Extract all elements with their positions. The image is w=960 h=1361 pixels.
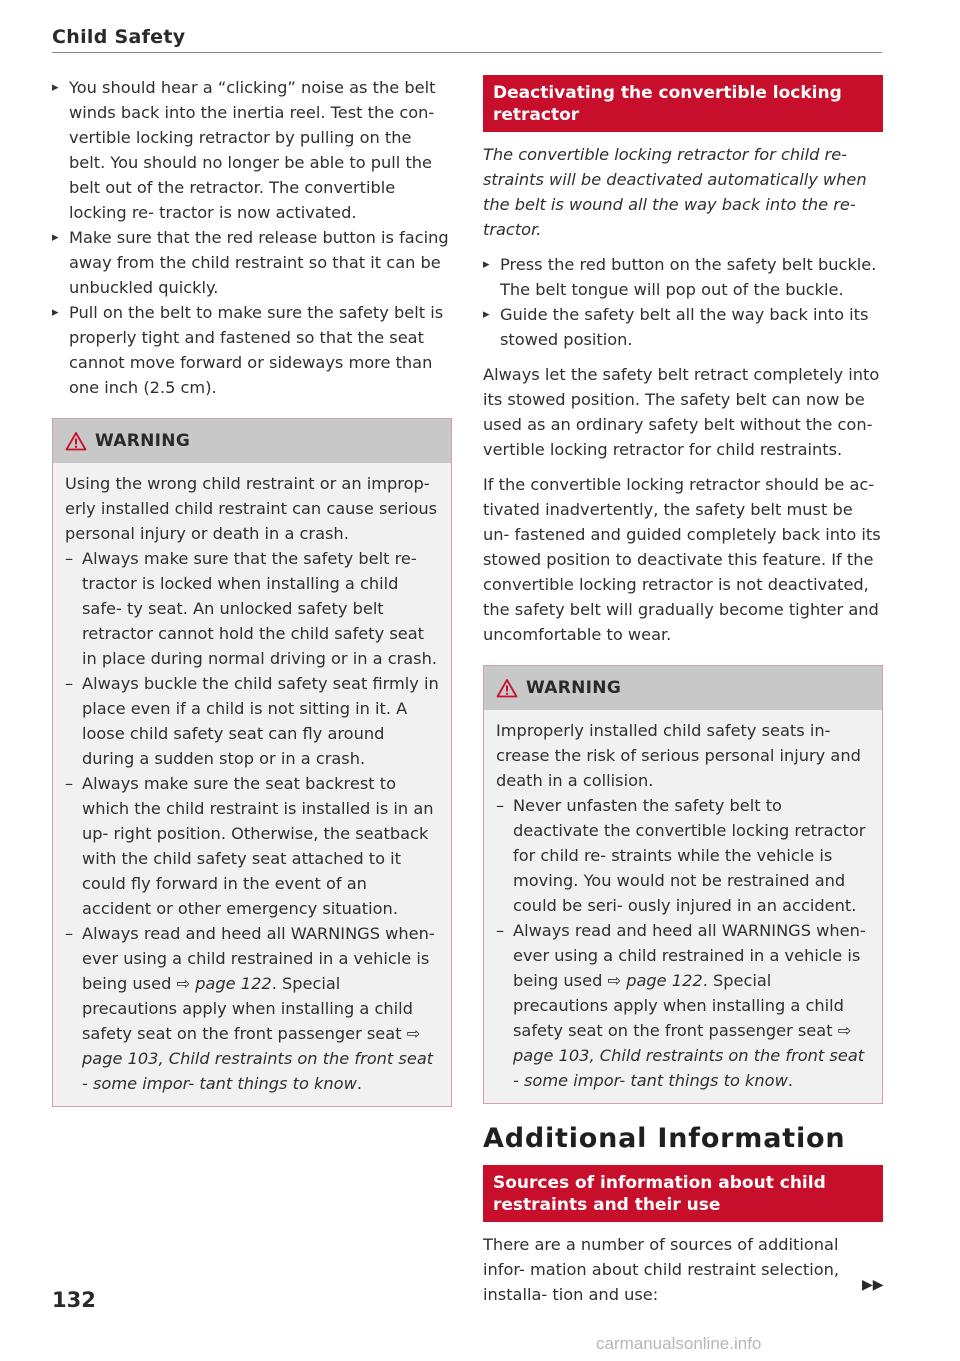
warning-intro: Improperly installed child safety seats in- crease the risk of serious personal injury and death in a collision. [496,721,861,790]
page-reference-link[interactable]: ⇨ page 103, Child restraints on the front seat - some impor- tant things to know [513,1021,865,1090]
continue-arrow-icon: ▶▶ [862,1277,884,1293]
warning-item-text: Always read and heed all WARNINGS when- ever using a child restrained in a vehicle is being used [513,921,866,990]
section-heading: Sources of information about child restraints and their use [483,1165,883,1222]
page-reference-link[interactable]: ⇨ page 103, Child restraints on the front seat - some impor- tant things to know [82,1024,434,1093]
warning-item: – Never unfasten the safety belt to deactivate the convertible locking retractor for child re- straints while the vehicle is moving. You would not be restrained and could be seri- ously injured in an accident. [496,793,870,918]
page-header-title: Child Safety [52,26,186,48]
warning-item: – Always buckle the child safety seat firmly in place even if a child is not sitting in it. A loose child safety seat can fly around during a sudden stop or in a crash. [65,671,439,771]
instruction-bullet: ▸ You should hear a “clicking” noise as the belt winds back into the inertia reel. Test the con- vertible locking retractor by pulling on the belt. You should no longer be able to pull the belt out of the retractor. The convertible locking re- tractor is now activated. [52,75,452,225]
right-column [483,75,883,1307]
page-number: 132 [52,1288,96,1312]
warning-item-text: . Special precautions apply when installing a child safety seat on the front passenger seat [513,971,844,1040]
body-paragraph: There are a number of sources of additional infor- mation about child restraint selection, installa- tion and use: [483,1235,839,1304]
warning-item: – Always make sure the seat backrest to which the child restraint is installed is in an up- right position. Otherwise, the seatback with the child safety seat attached to it could fly forward in the event of an accident or other emergency situation. [65,771,439,921]
warning-item: – Always make sure that the safety belt re- tractor is locked when installing a child safe- ty seat. An unlocked safety belt retractor cannot hold the child safety seat in place during normal driving or in a crash. [65,546,439,671]
warning-item-text: Always read and heed all WARNINGS when- ever using a child restrained in a vehicle is being used [82,924,435,993]
warning-box [52,418,452,1107]
warning-box [483,665,883,1104]
watermark: carmanualsonline.info [596,1334,762,1353]
warning-triangle-icon [496,678,518,698]
warning-header [53,419,451,463]
body-paragraph: If the convertible locking retractor should be ac- tivated inadvertently, the safety belt must be un- fastened and guided completely back into its stowed position to deactivate this feature. If the convertible locking retractor is not deactivated, the safety belt will gradually become tighter and uncomfortable to wear. [483,475,881,644]
warning-body [484,710,882,1103]
warning-title: WARNING [95,430,191,451]
instruction-bullet: ▸ Guide the safety belt all the way back into its stowed position. [483,302,883,352]
section-intro: The convertible locking retractor for child re- straints will be deactivated automatically when the belt is wound all the way back into the re- tractor. [483,145,867,239]
page-reference-link[interactable]: ⇨ page 122 [176,974,272,993]
warning-header [484,666,882,710]
chapter-heading: Additional Information [483,1123,846,1154]
warning-item [496,918,870,1093]
instruction-bullet: ▸ Make sure that the red release button is facing away from the child restraint so that it can be unbuckled quickly. [52,225,452,300]
body-paragraph: Always let the safety belt retract completely into its stowed position. The safety belt can now be used as an ordinary safety belt without the con- vertible locking retractor for child restraints. [483,365,880,459]
warning-intro: Using the wrong child restraint or an improp- erly installed child restraint can cause serious personal injury or death in a crash. [65,474,438,543]
instruction-bullet: ▸ Pull on the belt to make sure the safety belt is properly tight and fastened so that the seat cannot move forward or sideways more than one inch (2.5 cm). [52,300,452,400]
warning-title: WARNING [526,677,622,698]
warning-item-text: . [787,1071,793,1090]
header-divider [52,52,882,53]
warning-triangle-icon [65,431,87,451]
warning-item-text: . [356,1074,362,1093]
left-column [52,75,452,1107]
warning-item [65,921,439,1096]
warning-body [53,463,451,1106]
page-reference-link[interactable]: ⇨ page 122 [607,971,703,990]
warning-item-text: . Special precautions apply when installing a child safety seat on the front passenger seat [82,974,413,1043]
section-heading: Deactivating the convertible locking retractor [483,75,883,132]
instruction-bullet: ▸ Press the red button on the safety belt buckle. The belt tongue will pop out of the buckle. [483,252,883,302]
